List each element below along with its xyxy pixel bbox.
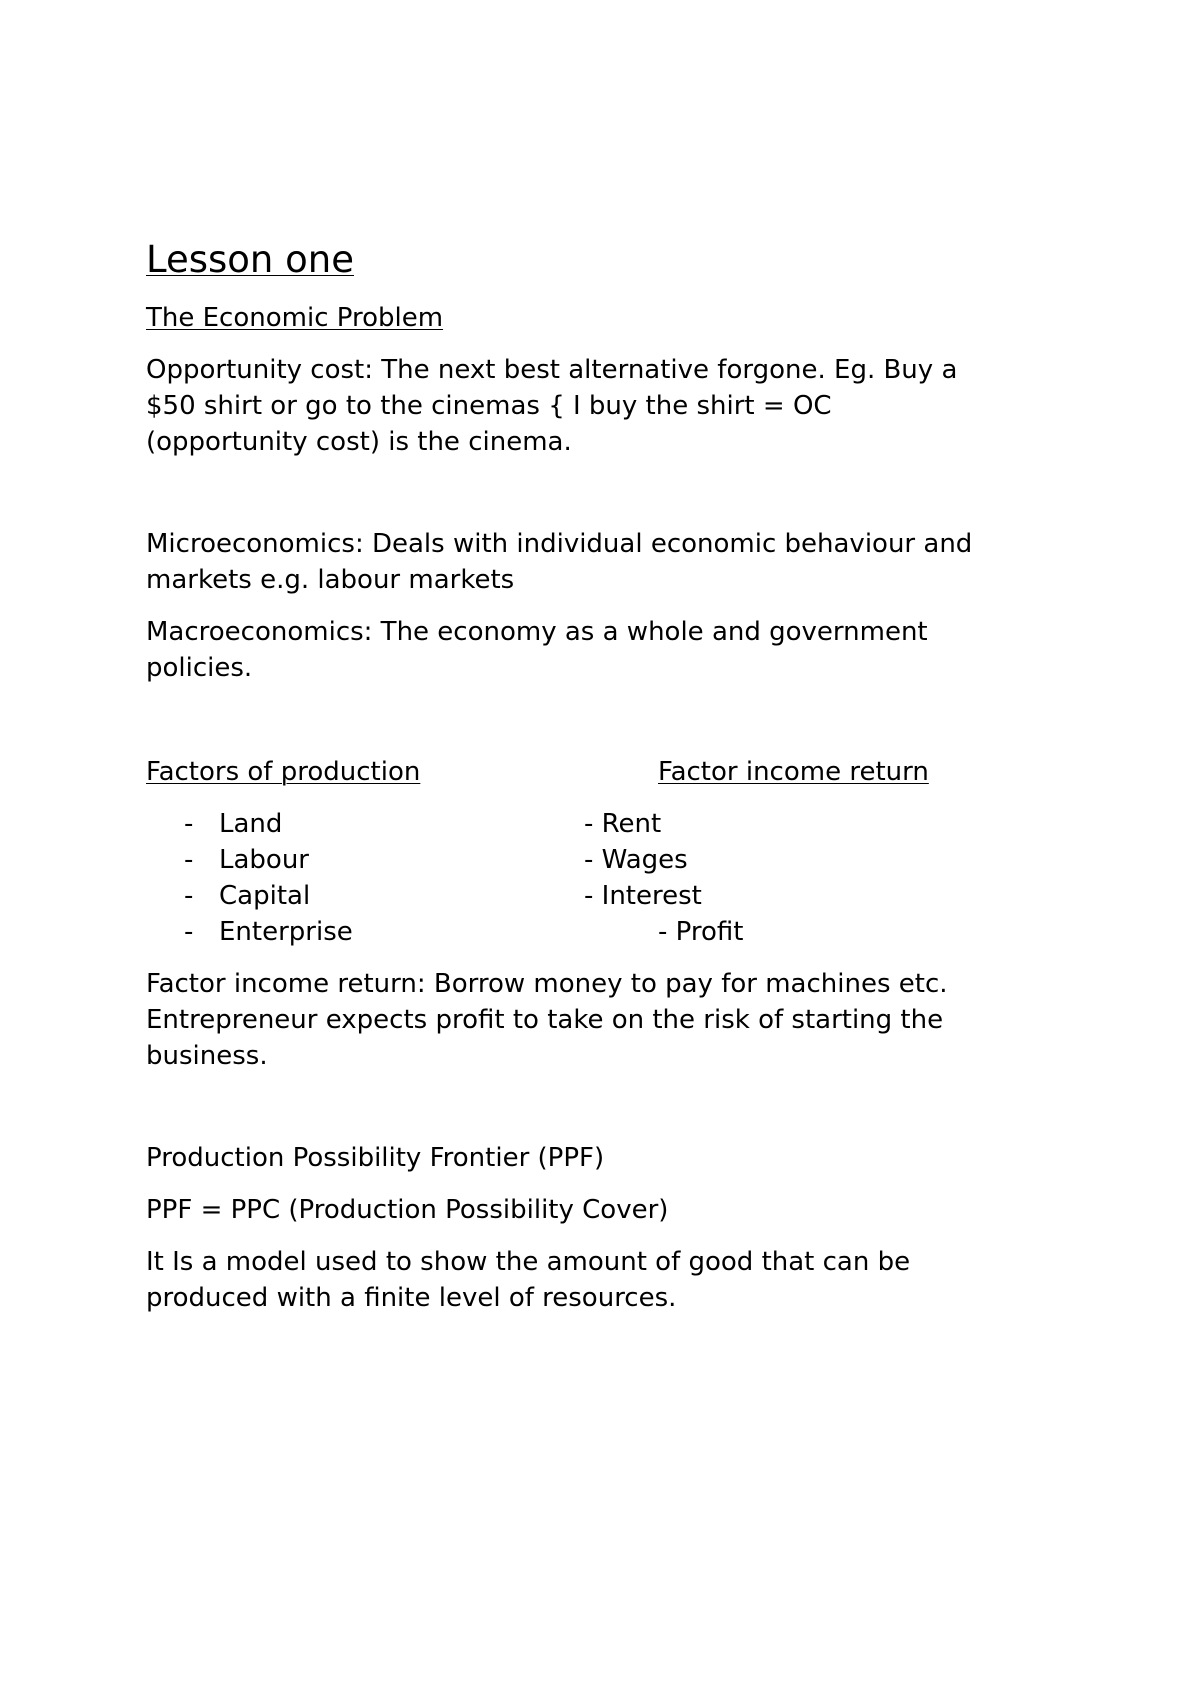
opportunity-cost-line-2: $50 shirt or go to the cinemas { I buy the shirt = OC [146, 391, 832, 421]
factor-item-labour: Labour [219, 845, 309, 875]
ppf-model-line-2: produced with a finite level of resources. [146, 1283, 677, 1313]
factor-item-capital: Capital [219, 881, 311, 911]
microeconomics-line-2: markets e.g. labour markets [146, 565, 515, 595]
opportunity-cost-line-3: (opportunity cost) is the cinema. [146, 427, 572, 457]
list-bullet: - [184, 809, 194, 839]
factors-of-production-heading: Factors of production [146, 757, 421, 787]
ppf-equals-ppc: PPF = PPC (Production Possibility Cover) [146, 1195, 669, 1225]
factor-income-line-3: business. [146, 1041, 268, 1071]
ppf-model-line-1: It Is a model used to show the amount of good that can be [146, 1247, 911, 1277]
factor-item-land: Land [219, 809, 283, 839]
lesson-title: Lesson one [146, 238, 354, 281]
macroeconomics-line-1: Macroeconomics: The economy as a whole and government [146, 617, 928, 647]
opportunity-cost-line-1: Opportunity cost: The next best alternative forgone. Eg. Buy a [146, 355, 958, 385]
microeconomics-line-1: Microeconomics: Deals with individual economic behaviour and [146, 529, 973, 559]
factor-income-return-heading: Factor income return [658, 757, 929, 787]
section-heading-economic-problem: The Economic Problem [146, 303, 444, 333]
income-item-profit: - Profit [658, 917, 744, 947]
list-bullet: - [184, 917, 194, 947]
factor-income-line-2: Entrepreneur expects profit to take on the risk of starting the [146, 1005, 944, 1035]
income-item-interest: - Interest [584, 881, 702, 911]
factor-item-enterprise: Enterprise [219, 917, 353, 947]
income-item-wages: - Wages [584, 845, 688, 875]
list-bullet: - [184, 881, 194, 911]
income-item-rent: - Rent [584, 809, 662, 839]
macroeconomics-line-2: policies. [146, 653, 253, 683]
ppf-heading: Production Possibility Frontier (PPF) [146, 1143, 605, 1173]
list-bullet: - [184, 845, 194, 875]
factor-income-line-1: Factor income return: Borrow money to pay for machines etc. [146, 969, 948, 999]
